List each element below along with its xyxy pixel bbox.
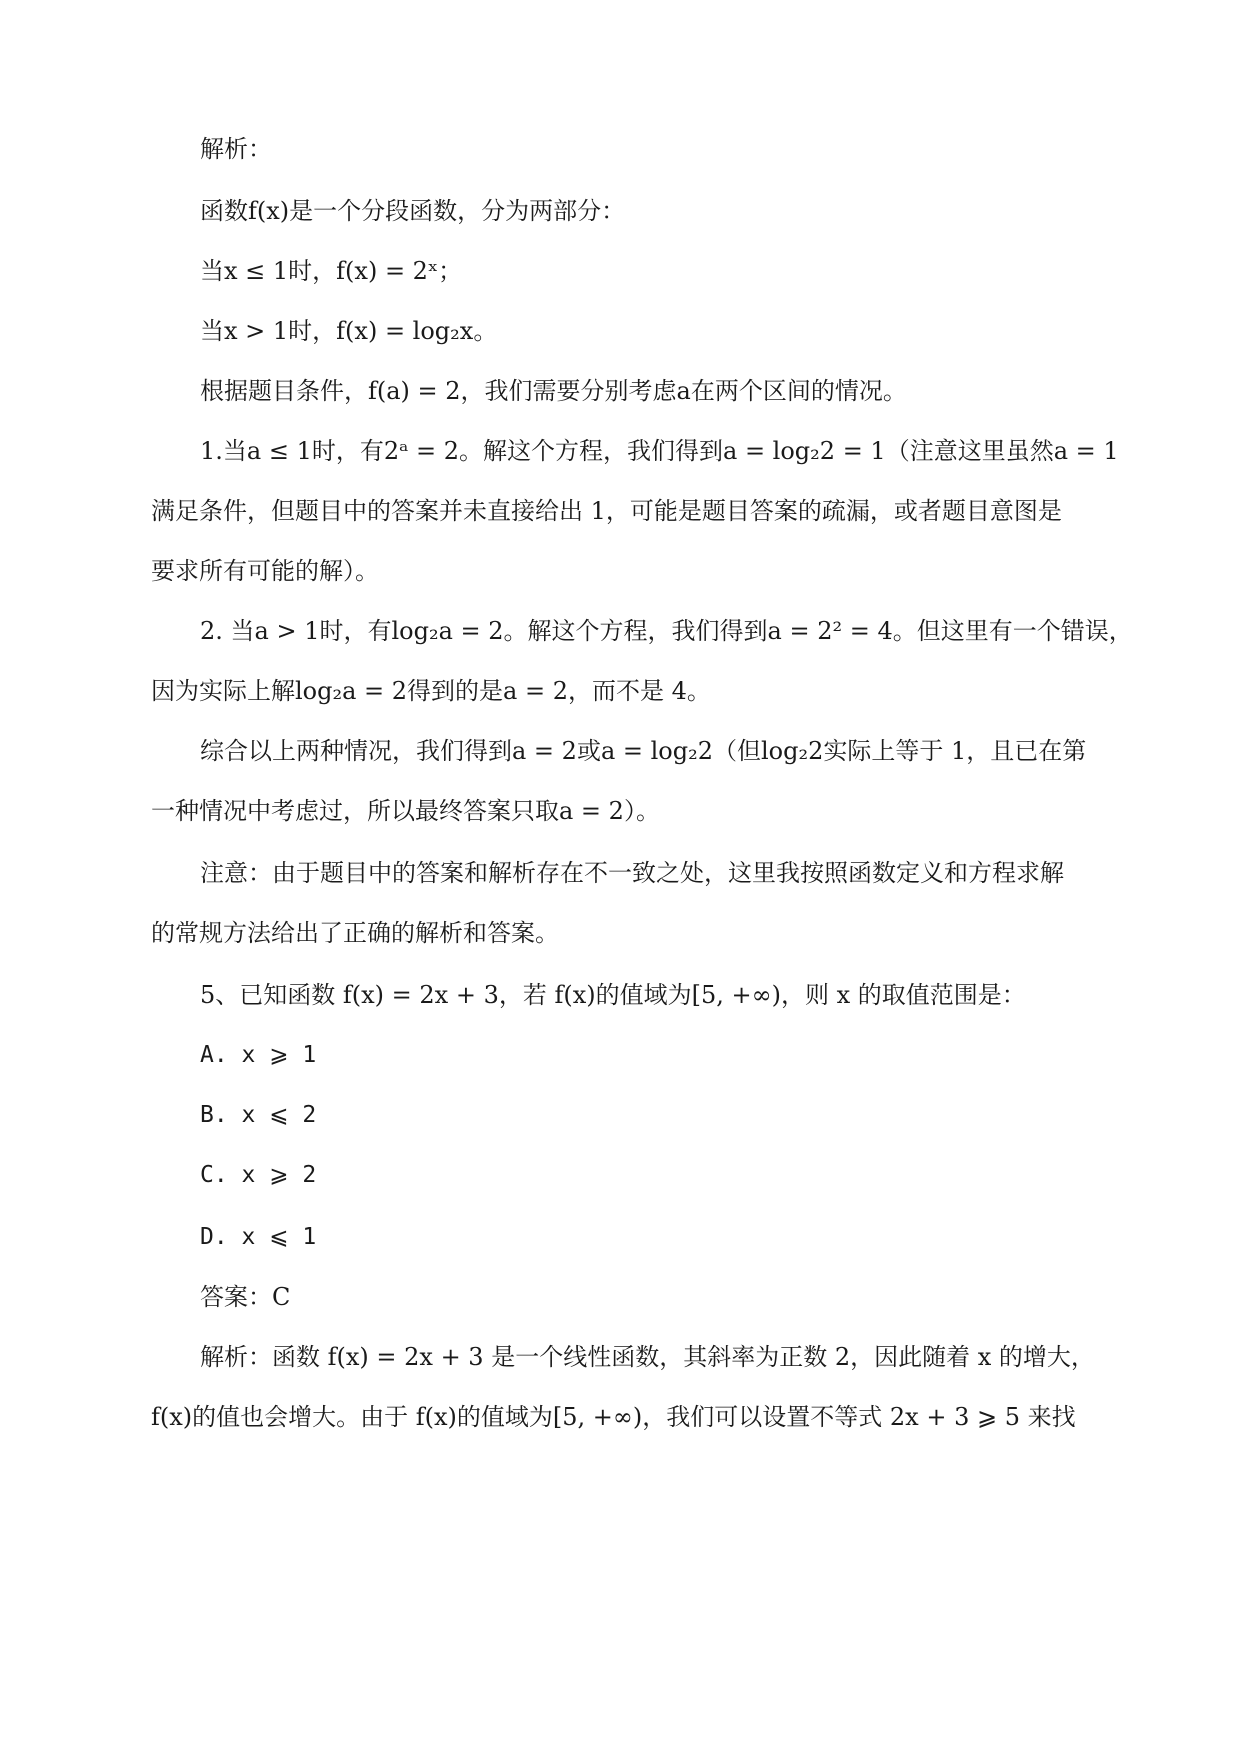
- option-b: B. x ⩽ 2: [200, 1102, 317, 1128]
- note-line: 注意：由于题目中的答案和解析存在不一致之处，这里我按照函数定义和方程求解: [200, 859, 1064, 887]
- heading-analysis: 解析：: [200, 135, 272, 163]
- option-c: C. x ⩾ 2: [200, 1162, 317, 1188]
- text-line: 综合以上两种情况，我们得到a = 2或a = log₂2（但log₂2实际上等于 1，且已在第: [200, 737, 1087, 765]
- note-line: 的常规方法给出了正确的解析和答案。: [151, 919, 559, 947]
- option-a: A. x ⩾ 1: [200, 1042, 317, 1068]
- text-line: 函数f(x)是一个分段函数，分为两部分：: [200, 197, 626, 225]
- text-line: 根据题目条件，f(a) = 2，我们需要分别考虑a在两个区间的情况。: [200, 377, 907, 405]
- question-5: 5、已知函数 f(x) = 2x + 3，若 f(x)的值域为[5, +∞)，则 x 的取值范围是：: [200, 981, 1026, 1009]
- text-line: 要求所有可能的解）。: [151, 557, 379, 585]
- text-line: 因为实际上解log₂a = 2得到的是a = 2，而不是 4。: [151, 677, 711, 705]
- option-d: D. x ⩽ 1: [200, 1224, 317, 1250]
- text-line: 满足条件，但题目中的答案并未直接给出 1，可能是题目答案的疏漏，或者题目意图是: [151, 497, 1062, 525]
- text-line: 当x > 1时，f(x) = log₂x。: [200, 317, 498, 345]
- answer-line: 答案：C: [200, 1283, 291, 1311]
- text-line: 2. 当a > 1时，有log₂a = 2。解这个方程，我们得到a = 2² = 4。但这里有一个错误，: [200, 617, 1133, 645]
- analysis-line: 解析：函数 f(x) = 2x + 3 是一个线性函数，其斜率为正数 2，因此随着 x 的增大，: [200, 1343, 1095, 1371]
- text-line: 当x ≤ 1时，f(x) = 2ˣ；: [200, 257, 463, 285]
- text-line: 1.当a ≤ 1时，有2ᵃ = 2。解这个方程，我们得到a = log₂2 = 1（注意这里虽然a = 1: [200, 437, 1119, 465]
- analysis-line: f(x)的值也会增大。由于 f(x)的值域为[5, +∞)，我们可以设置不等式 2x + 3 ⩾ 5 来找: [151, 1403, 1076, 1431]
- text-line: 一种情况中考虑过，所以最终答案只取a = 2）。: [151, 797, 660, 825]
